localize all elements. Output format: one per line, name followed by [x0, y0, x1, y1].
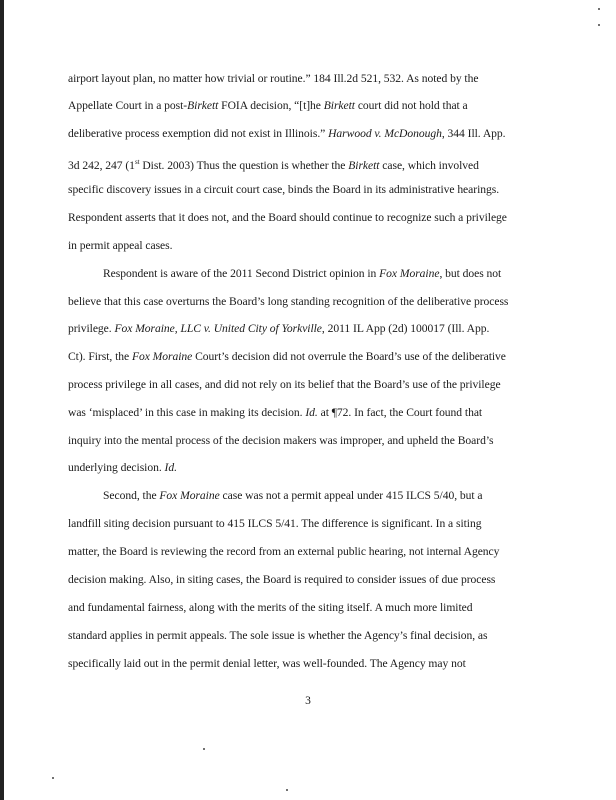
text-line-2: Appellate Court in a post-Birkett FOIA decision, “[t]he Birkett court did not hold that a	[68, 99, 468, 112]
scan-speck	[203, 748, 205, 750]
scan-left-edge	[0, 0, 4, 800]
text-line-14: inquiry into the mental process of the decision makers was improper, and upheld the Board’s	[68, 434, 494, 447]
scan-speck	[52, 777, 54, 779]
page-number: 3	[305, 695, 311, 707]
text-line-7: in permit appeal cases.	[68, 239, 173, 252]
text-line-8: Respondent is aware of the 2011 Second District opinion in Fox Moraine, but does not	[103, 267, 502, 280]
text-line-5: specific discovery issues in a circuit court case, binds the Board in its administrative hearings.	[68, 183, 500, 196]
scan-speck	[598, 24, 600, 26]
text-line-12: process privilege in all cases, and did not rely on its belief that the Board’s use of the privilege	[68, 378, 501, 391]
text-line-18: matter, the Board is reviewing the record from an external public hearing, not internal Agency	[68, 545, 500, 558]
scan-speck	[286, 789, 288, 791]
text-line-11: Ct). First, the Fox Moraine Court’s decision did not overrule the Board’s use of the deliberative	[68, 350, 506, 363]
text-line-4: 3d 242, 247 (1st Dist. 2003) Thus the question is whether the Birkett case, which involved	[68, 158, 479, 172]
text-line-13: was ‘misplaced’ in this case in making its decision. Id. at ¶72. In fact, the Court found that	[68, 406, 483, 419]
text-line-17: landfill siting decision pursuant to 415 ILCS 5/41. The difference is significant. In a siting	[68, 517, 482, 530]
text-line-6: Respondent asserts that it does not, and the Board should continue to recognize such a privilege	[68, 211, 507, 224]
text-line-9: believe that this case overturns the Board’s long standing recognition of the deliberative process	[68, 295, 509, 308]
scan-speck	[598, 8, 600, 10]
text-line-1: airport layout plan, no matter how trivial or routine.” 184 Ill.2d 521, 532. As noted by the	[68, 72, 479, 85]
text-line-10: privilege. Fox Moraine, LLC v. United City of Yorkville, 2011 IL App (2d) 100017 (Ill. App.	[68, 322, 490, 335]
text-line-20: and fundamental fairness, along with the merits of the siting itself. A much more limited	[68, 601, 473, 614]
text-line-16: Second, the Fox Moraine case was not a permit appeal under 415 ILCS 5/40, but a	[103, 489, 483, 502]
text-line-19: decision making. Also, in siting cases, the Board is required to consider issues of due process	[68, 573, 496, 586]
text-line-22: specifically laid out in the permit denial letter, was well-founded. The Agency may not	[68, 657, 466, 670]
text-line-3: deliberative process exemption did not exist in Illinois.” Harwood v. McDonough, 344 Ill. App.	[68, 127, 506, 140]
text-line-15: underlying decision. Id.	[68, 461, 177, 474]
text-line-21: standard applies in permit appeals. The sole issue is whether the Agency’s final decision, as	[68, 629, 488, 642]
